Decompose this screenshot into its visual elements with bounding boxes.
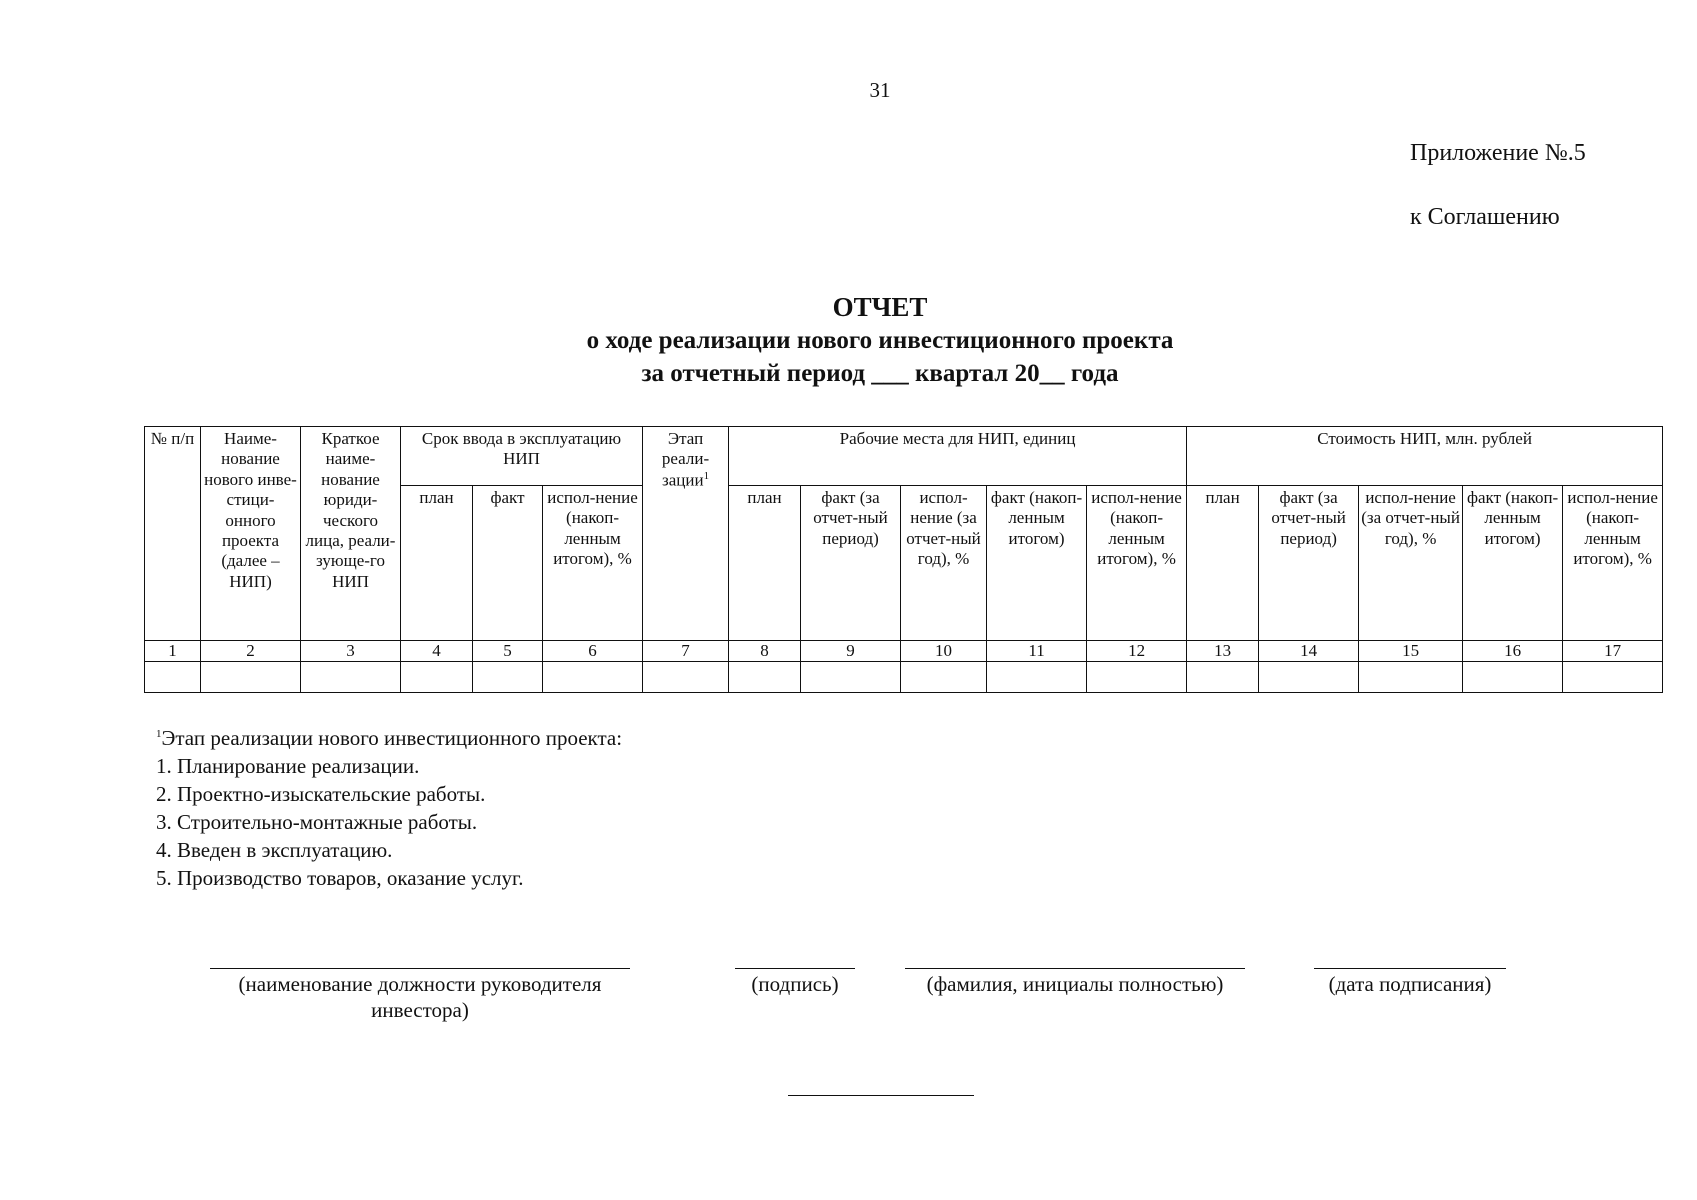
header-stage — [643, 427, 729, 641]
subheader-cell: испол-нение (за отчет-ный год), % — [1359, 486, 1463, 641]
footnote-marker: 1 — [156, 728, 162, 740]
report-period: за отчетный период ___ квартал 20__ года — [641, 360, 1119, 387]
signature-line — [905, 968, 1245, 969]
column-number-cell: 10 — [901, 641, 987, 662]
column-number-cell: 7 — [643, 641, 729, 662]
subheader-cell: испол-нение (за отчет-ный год), % — [901, 486, 987, 641]
subheader-cell: факт (накоп-ленным итогом) — [1463, 486, 1563, 641]
table-cell — [1187, 662, 1259, 693]
column-number-cell: 12 — [1087, 641, 1187, 662]
column-number-cell: 2 — [201, 641, 301, 662]
signature-line — [210, 968, 630, 969]
footnote — [156, 720, 622, 892]
subheader-cell: испол-нение (накоп-ленным итогом), % — [1563, 486, 1663, 641]
footnote-ref: 1 — [703, 469, 710, 482]
subheader-cell: факт (за отчет-ный период) — [1259, 486, 1359, 641]
table-cell — [987, 662, 1087, 693]
subheader-cell: испол-нение (накоп-ленным итогом), % — [1087, 486, 1187, 641]
table-cell — [1563, 662, 1663, 693]
footnote-intro — [156, 720, 622, 752]
subheader-cell: испол-нение (накоп-ленным итогом), % — [543, 486, 643, 641]
signature-sign-label: (подпись) — [751, 972, 839, 996]
table-cell — [1359, 662, 1463, 693]
table-cell — [729, 662, 801, 693]
footnote-item: 5. Производство товаров, оказание услуг. — [156, 866, 524, 890]
table-cell — [145, 662, 201, 693]
signature-line — [735, 968, 855, 969]
signature-position-label: (наименование должности руководителя инвестора) — [238, 972, 602, 1022]
header-short-name: Краткое наиме-нование юриди-ческого лица, реали-зующе-го НИП — [301, 427, 401, 641]
bottom-divider — [788, 1095, 974, 1096]
column-number-cell: 13 — [1187, 641, 1259, 662]
report-table — [144, 426, 1663, 693]
appendix-label: Приложение №.5 — [1410, 140, 1586, 166]
table-row — [145, 662, 1663, 693]
signature-sign-field — [730, 968, 860, 997]
signature-name-field — [900, 968, 1250, 997]
subheader-cell: план — [401, 486, 473, 641]
subheader-cell: план — [1187, 486, 1259, 641]
header-jobs: Рабочие места для НИП, единиц — [729, 427, 1187, 486]
column-number-cell: 9 — [801, 641, 901, 662]
subheader-cell: факт (за отчет-ный период) — [801, 486, 901, 641]
signature-position-field — [200, 968, 640, 1023]
table-cell — [1087, 662, 1187, 693]
appendix-subtitle: к Соглашению — [1410, 204, 1560, 230]
table-cell — [201, 662, 301, 693]
table-header-row — [145, 427, 1663, 486]
column-number-cell: 15 — [1359, 641, 1463, 662]
footnote-item: 2. Проектно-изыскательские работы. — [156, 782, 486, 806]
header-project-name: Наиме-нование нового инве-стици-онного проекта (далее – НИП) — [201, 427, 301, 641]
subheader-cell: план — [729, 486, 801, 641]
header-stage-label: Этап реали-зации — [661, 429, 710, 490]
table-cell — [901, 662, 987, 693]
column-number-cell: 17 — [1563, 641, 1663, 662]
column-numbers-row — [145, 641, 1663, 662]
report-title: ОТЧЕТ — [832, 292, 928, 322]
table-cell — [643, 662, 729, 693]
table-cell — [401, 662, 473, 693]
table-cell — [301, 662, 401, 693]
column-number-cell: 1 — [145, 641, 201, 662]
column-number-cell: 8 — [729, 641, 801, 662]
subheader-cell: факт (накоп-ленным итогом) — [987, 486, 1087, 641]
column-number-cell: 3 — [301, 641, 401, 662]
signature-name-label: (фамилия, инициалы полностью) — [926, 972, 1224, 996]
page-number: 31 — [869, 78, 891, 102]
signature-date-field — [1310, 968, 1510, 997]
column-number-cell: 4 — [401, 641, 473, 662]
footnote-item: 4. Введен в эксплуатацию. — [156, 838, 393, 862]
signature-date-label: (дата подписания) — [1328, 972, 1492, 996]
signature-line — [1314, 968, 1506, 969]
column-number-cell: 6 — [543, 641, 643, 662]
header-num: № п/п — [145, 427, 201, 641]
header-cost: Стоимость НИП, млн. рублей — [1187, 427, 1663, 486]
table-cell — [1259, 662, 1359, 693]
column-number-cell: 16 — [1463, 641, 1563, 662]
column-number-cell: 11 — [987, 641, 1087, 662]
footnote-item: 1. Планирование реализации. — [156, 754, 420, 778]
column-number-cell: 5 — [473, 641, 543, 662]
table-cell — [543, 662, 643, 693]
table-cell — [1463, 662, 1563, 693]
table-cell — [473, 662, 543, 693]
column-number-cell: 14 — [1259, 641, 1359, 662]
header-commissioning: Срок ввода в эксплуатацию НИП — [401, 427, 643, 486]
report-subtitle: о ходе реализации нового инвестиционного проекта — [586, 327, 1174, 354]
table-cell — [801, 662, 901, 693]
footnote-intro-text: Этап реализации нового инвестиционного проекта: — [161, 726, 623, 750]
subheader-cell: факт — [473, 486, 543, 641]
footnote-item: 3. Строительно-монтажные работы. — [156, 810, 478, 834]
